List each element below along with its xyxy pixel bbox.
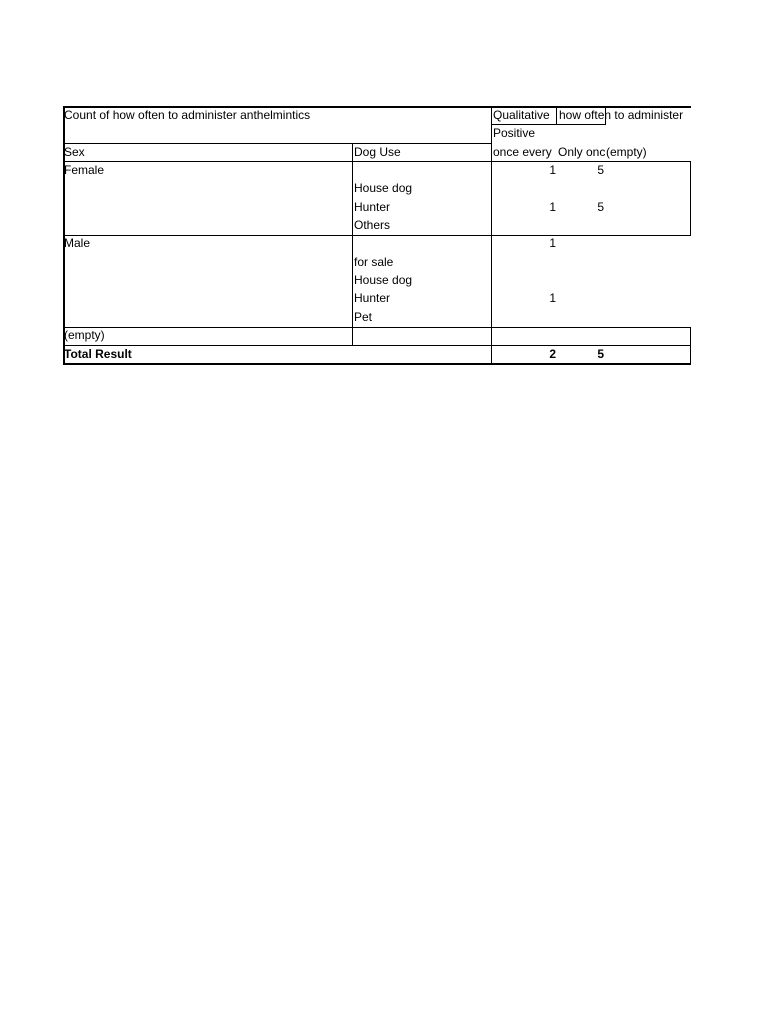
female-hunter-only-once-value: 5	[597, 200, 604, 214]
female-group-bottom	[63, 235, 691, 236]
total-once-every-value: 2	[549, 347, 556, 361]
sex-male: Male	[64, 236, 91, 250]
empty-row-bottom	[63, 345, 691, 346]
column-header-bottom	[63, 161, 691, 162]
data-area-left	[491, 106, 492, 364]
male-use-for-sale: for sale	[354, 255, 394, 269]
qualitative-header[interactable]: Qualitative	[493, 108, 550, 122]
male-group-bottom	[63, 327, 691, 328]
total-only-once-value: 5	[597, 347, 604, 361]
female-once-every-value: 1	[549, 163, 556, 177]
female-use-house-dog: House dog	[354, 181, 413, 195]
pivot-table	[63, 106, 691, 364]
table-right-border	[690, 161, 691, 236]
female-use-others: Others	[354, 218, 391, 232]
male-use-house-dog: House dog	[354, 273, 413, 287]
male-use-hunter: Hunter	[354, 291, 391, 305]
sex-empty: (empty)	[64, 328, 105, 342]
female-use-hunter: Hunter	[354, 200, 391, 214]
empty-column-header: (empty)	[606, 145, 647, 159]
dog-use-column-header[interactable]: Dog Use	[354, 145, 401, 159]
how-often-header[interactable]: how often to administer	[559, 108, 684, 122]
dog-use-column-left	[352, 143, 353, 346]
male-hunter-once-every-value: 1	[549, 291, 556, 305]
table-bottom-border	[63, 363, 691, 365]
male-once-every-value: 1	[549, 236, 556, 250]
positive-label: Positive	[493, 126, 536, 140]
pivot-title: Count of how often to administer anthelmintics	[64, 108, 311, 122]
female-hunter-once-every-value: 1	[549, 200, 556, 214]
only-once-column-header: Only onc	[558, 145, 606, 159]
total-result-label: Total Result	[64, 347, 132, 361]
sex-female: Female	[64, 163, 105, 177]
table-right-border-lower	[690, 327, 691, 364]
female-only-once-value: 5	[597, 163, 604, 177]
sex-column-header[interactable]: Sex	[64, 145, 85, 159]
once-every-column-header: once every	[493, 145, 552, 159]
header-divider	[63, 143, 492, 144]
male-use-pet: Pet	[354, 310, 373, 324]
